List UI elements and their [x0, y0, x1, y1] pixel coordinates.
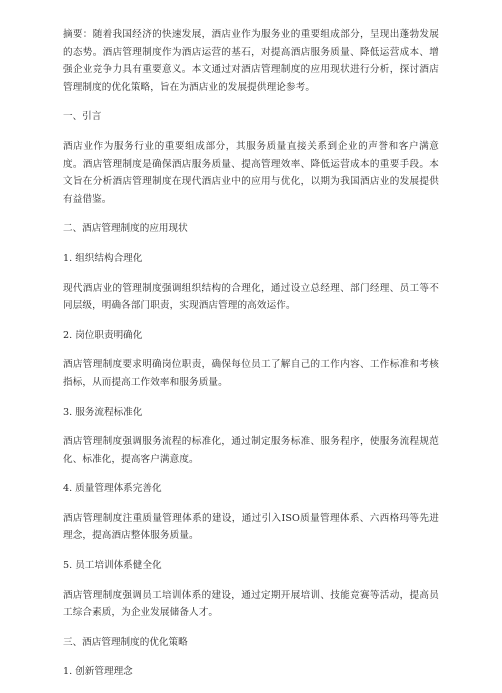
section-heading-optimization: 三、酒店管理制度的优化策略 — [63, 636, 188, 648]
abstract-paragraph: 摘要：随着我国经济的快速发展，酒店业作为服务业的重要组成部分，呈现出蓬勃发展的态势。酒店管理制度作为酒店运营的基石，对提高酒店服务质量、降低运营成本、增强企业竞争力具有重要意义。本文通过对酒店管理制度的应用现状进行分析，探讨酒店管理制度的优化策略，旨在为酒店业的发展提供理论参考。 — [63, 29, 439, 93]
document-body — [63, 26, 439, 693]
introduction-paragraph: 酒店业作为服务行业的重要组成部分，其服务质量直接关系到企业的声誉和客户满意度。酒店管理制度是确保酒店服务质量、提高管理效率、降低运营成本的重要手段。本文旨在分析酒店管理制度在现代酒店业中的应用与优化，以期为我国酒店业的发展提供有益借鉴。 — [63, 140, 439, 205]
subheading-quality-management: 4. 质量管理体系完善化 — [63, 483, 162, 495]
section-heading-application-status: 二、酒店管理制度的应用现状 — [63, 223, 188, 235]
subheading-job-responsibilities: 2. 岗位职责明确化 — [63, 329, 143, 341]
subheading-staff-training: 5. 员工培训体系健全化 — [63, 560, 162, 572]
organization-structure-paragraph: 现代酒店业的管理制度强调组织结构的合理化，通过设立总经理、部门经理、员工等不同层级，明确各部门职责，实现酒店管理的高效运作。 — [63, 282, 439, 312]
quality-management-paragraph: 酒店管理制度注重质量管理体系的建设，通过引入ISO质量管理体系、六西格玛等先进理念，提高酒店整体服务质量。 — [63, 512, 439, 542]
subheading-organization-structure: 1. 组织结构合理化 — [63, 252, 143, 264]
subheading-innovation-concept: 1. 创新管理理念 — [63, 666, 133, 678]
staff-training-paragraph: 酒店管理制度强调员工培训体系的建设，通过定期开展培训、技能竞赛等活动，提高员工综合素质，为企业发展储备人才。 — [63, 589, 439, 619]
subheading-service-process: 3. 服务流程标准化 — [63, 406, 143, 418]
service-process-paragraph: 酒店管理制度强调服务流程的标准化，通过制定服务标准、服务程序，使服务流程规范化、标准化，提高客户满意度。 — [63, 436, 439, 465]
section-heading-introduction: 一、引言 — [63, 111, 102, 123]
job-responsibilities-paragraph: 酒店管理制度要求明确岗位职责，确保每位员工了解自己的工作内容、工作标准和考核指标，从而提高工作效率和服务质量。 — [63, 359, 439, 388]
